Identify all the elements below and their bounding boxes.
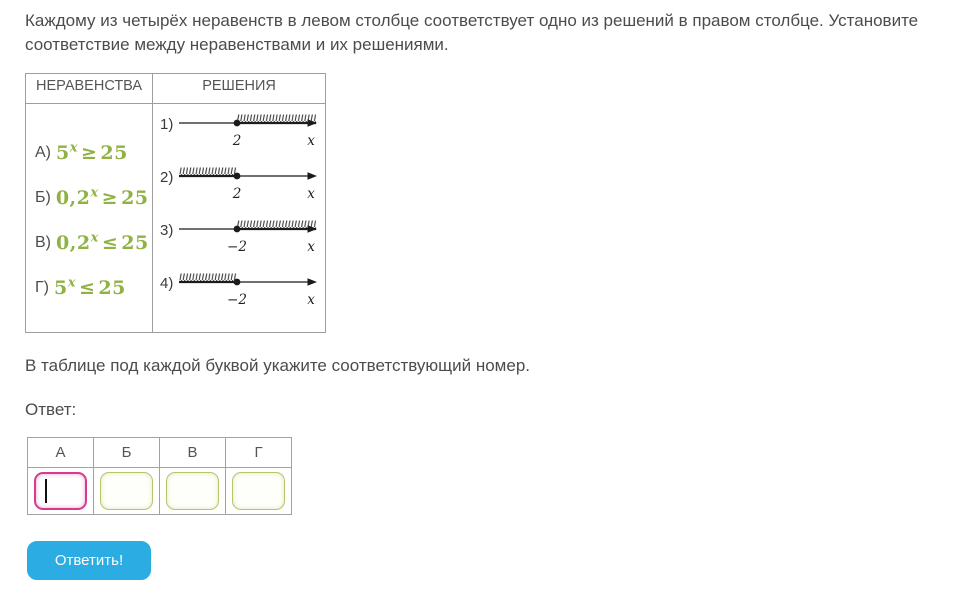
solutions-list [153,104,325,324]
inequality-formula: $5^x \le 25$ [54,275,126,299]
inequality-label: В) [35,233,51,251]
solution-item-1 [153,112,325,165]
inequality-item-a [26,130,152,175]
inequality-item-g [26,265,152,310]
svg-text:x: x [307,133,315,149]
inequality-formula: $0,2^x \le 25$ [56,230,149,254]
inequality-label: А) [35,143,51,161]
text-cursor [45,479,47,503]
inequality-label: Б) [35,188,51,206]
answer-table-input-row [28,468,292,515]
answer-table-header-row [28,438,292,468]
svg-text:x: x [307,186,315,202]
solution-label: 3) [160,222,174,240]
svg-text:2: 2 [232,133,242,149]
answer-input-wrap-g [232,472,285,510]
answer-column-v: В [160,438,226,468]
task-instruction: Каждому из четырёх неравенств в левом столбце соответствует одно из решений в правом столбце. Установите соответствие между неравенствами и их решениями. [25,11,919,55]
number-line-4 [179,271,321,307]
svg-text:2: 2 [232,186,242,202]
svg-text:x: x [307,239,315,255]
answer-input-wrap-v [166,472,219,510]
answer-column-g: Г [226,438,292,468]
answer-input-g[interactable] [232,472,285,510]
answer-column-b: Б [94,438,160,468]
inequality-formula: $0,2^x \ge 25$ [55,185,149,209]
solution-item-3 [153,218,325,271]
inequality-label: Г) [35,278,49,296]
number-line-2 [179,165,321,201]
solution-label: 2) [160,169,174,187]
answer-input-a[interactable] [34,472,87,510]
answer-input-v[interactable] [166,472,219,510]
svg-text:x: x [307,292,315,308]
solution-item-4 [153,271,325,324]
answer-input-wrap-b [100,472,153,510]
svg-text:−2: −2 [227,239,247,255]
match-table-header-row [26,74,326,104]
inequality-item-v [26,220,152,265]
inequality-formula: $5^x \ge 25$ [56,140,128,164]
solution-item-2 [153,165,325,218]
solutions-cell [153,104,326,333]
inequalities-cell [26,104,153,333]
answer-table [27,437,292,515]
answer-label: Ответ: [25,400,77,420]
match-table [25,73,326,333]
match-table-body-row [26,104,326,333]
svg-text:−2: −2 [227,292,247,308]
inequalities-list [26,104,152,310]
answer-input-b[interactable] [100,472,153,510]
table-hint-text: В таблице под каждой буквой укажите соответствующий номер. [25,356,531,376]
solutions-column-header: РЕШЕНИЯ [153,74,326,104]
submit-answer-button[interactable]: Ответить! [27,541,151,580]
inequalities-column-header: НЕРАВЕНСТВА [26,74,153,104]
solution-label: 4) [160,275,174,293]
inequality-item-b [26,175,152,220]
number-line-3 [179,218,321,254]
solution-label: 1) [160,116,174,134]
answer-column-a: А [28,438,94,468]
number-line-1 [179,112,321,148]
answer-input-wrap-a [34,472,87,510]
